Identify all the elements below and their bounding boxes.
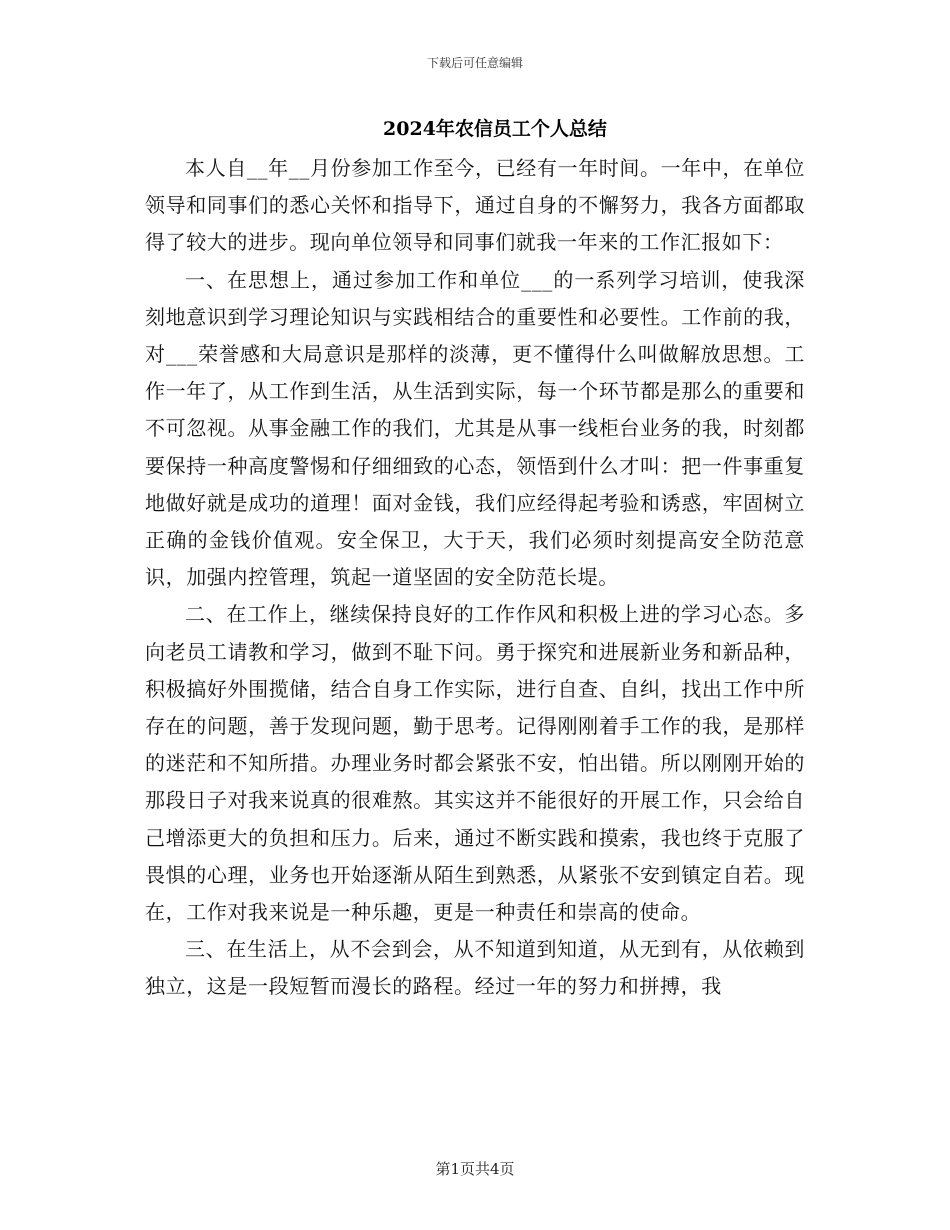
paragraph-life: 三、在生活上，从不会到会，从不知道到知道，从无到有，从依赖到独立，这是一段短暂而漫长的路程。经过一年的努力和拼搏，我 bbox=[145, 937, 805, 999]
document-body bbox=[145, 150, 805, 1006]
paragraph-work: 二、在工作上，继续保持良好的工作作风和积极上进的学习心态。多向老员工请教和学习，做到不耻下问。勇于探究和进展新业务和新品种，积极搞好外围揽储，结合自身工作实际，进行自查、自纠，找出工作中所存在的问题，善于发现问题，勤于思考。记得刚刚着手工作的我，是那样的迷茫和不知所措。办理业务时都会紧张不安，怕出错。所以刚刚开始的那段日子对我来说真的很难熬。其实这并不能很好的开展工作，只会给自己增添更大的负担和压力。后来，通过不断实践和摸索，我也终于克服了畏惧的心理，业务也开始逐渐从陌生到熟悉，从紧张不安到镇定自若。现在，工作对我来说是一种乐趣，更是一种责任和崇高的使命。 bbox=[145, 602, 805, 925]
document-title: 2024年农信员工个人总结 bbox=[383, 118, 607, 140]
page-header: 下载后可任意编辑 bbox=[426, 56, 523, 70]
page-footer: 第1页共4页 bbox=[435, 1160, 515, 1178]
paragraph-intro: 本人自__年__月份参加工作至今，已经有一年时间。一年中，在单位领导和同事们的悉心关怀和指导下，通过自身的不懈努力，我各方面都取得了较大的进步。现向单位领导和同事们就我一年来的工作汇报如下： bbox=[145, 156, 805, 255]
paragraph-thought: 一、在思想上，通过参加工作和单位___的一系列学习培训，使我深刻地意识到学习理论知识与实践相结合的重要性和必要性。工作前的我，对___荣誉感和大局意识是那样的淡薄，更不懂得什么叫做解放思想。工作一年了，从工作到生活，从生活到实际，每一个环节都是那么的重要和不可忽视。从事金融工作的我们，尤其是从事一线柜台业务的我，时刻都要保持一种高度警惕和仔细细致的心态，领悟到什么才叫：把一件事重复地做好就是成功的道理！面对金钱，我们应经得起考验和诱惑，牢固树立正确的金钱价值观。安全保卫，大于天，我们必须时刻提高安全防范意识，加强内控管理，筑起一道坚固的安全防范长堤。 bbox=[145, 267, 805, 590]
